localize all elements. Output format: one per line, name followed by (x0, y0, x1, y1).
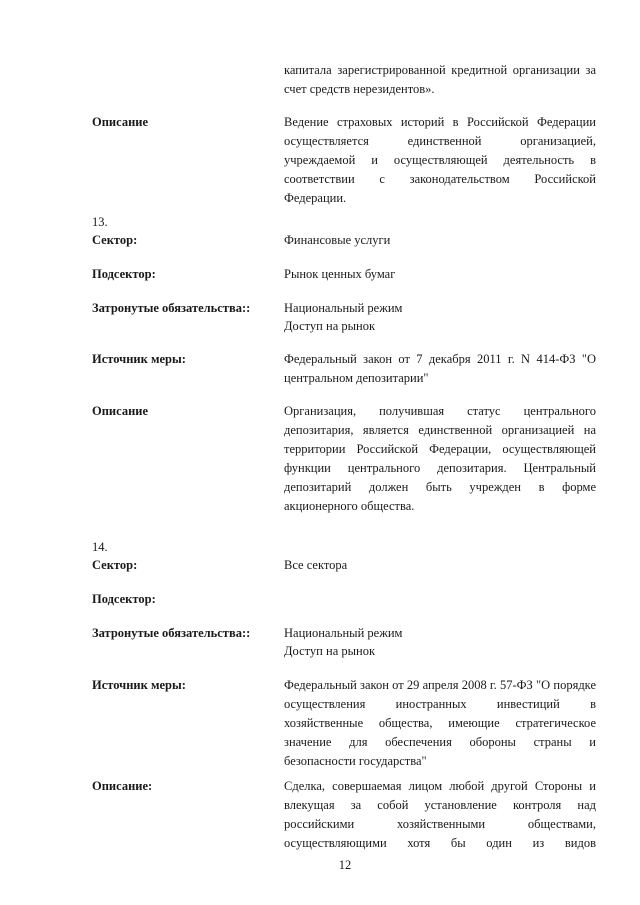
sector-value-13: Финансовые услуги (284, 233, 391, 247)
subsector-label-13: Подсектор: (92, 267, 156, 281)
obligation-value-14-2: Доступ на рынок (284, 644, 376, 658)
subsector-label-14: Подсектор: (92, 592, 156, 606)
source-text-13: Федеральный закон от 7 декабря 2011 г. N 414-ФЗ "О центральном депозитарии" (284, 352, 596, 385)
source-text-14: Федеральный закон от 29 апреля 2008 г. 57-ФЗ "О порядке осуществления иностранных инвестиций в хозяйственные общества, имеющие стратегическое значение для обеспечения обороны страны и безопасности государства" (284, 678, 596, 768)
source-label-13: Источник меры: (92, 352, 186, 366)
page-number: 12 (338, 858, 352, 872)
subsector-value-13: Рынок ценных бумаг (284, 267, 396, 281)
sector-label-13: Сектор: (92, 233, 138, 247)
entry-number-14: 14. (92, 540, 108, 554)
description-text-14: Сделка, совершаемая лицом любой другой Стороны и влекущая за собой установление контроля над российскими хозяйственными обществами, осуществляющими хотя бы один из видов (284, 779, 596, 850)
obligation-value-13-2: Доступ на рынок (284, 319, 376, 333)
sector-value-14: Все сектора (284, 558, 348, 572)
obligation-value-13-1: Национальный режим (284, 301, 403, 315)
sector-label-14: Сектор: (92, 558, 138, 572)
description-label-13: Описание (92, 404, 149, 418)
obligation-value-14-1: Национальный режим (284, 626, 403, 640)
source-label-14: Источник меры: (92, 678, 186, 692)
continuation-text: капитала зарегистрированной кредитной организации за счет средств нерезидентов». (284, 63, 596, 96)
obligations-label-13: Затронутые обязательства:: (92, 301, 251, 315)
description-label-14: Описание: (92, 779, 153, 793)
description-text-13: Организация, получившая статус центрального депозитария, является единственной организацией на территории Российской Федерации, осуществляющей функции центрального депозитария. Центральный депозитарий должен быть учрежден в форме акционерного общества. (284, 404, 596, 513)
entry-number-13: 13. (92, 215, 108, 229)
description-label-12: Описание (92, 115, 149, 129)
description-text-12: Ведение страховых историй в Российской Федерации осуществляется единственной организацией, учреждаемой и осуществляющей деятельность в соответствии с законодательством Российской Федерации. (284, 115, 596, 205)
obligations-label-14: Затронутые обязательства:: (92, 626, 251, 640)
